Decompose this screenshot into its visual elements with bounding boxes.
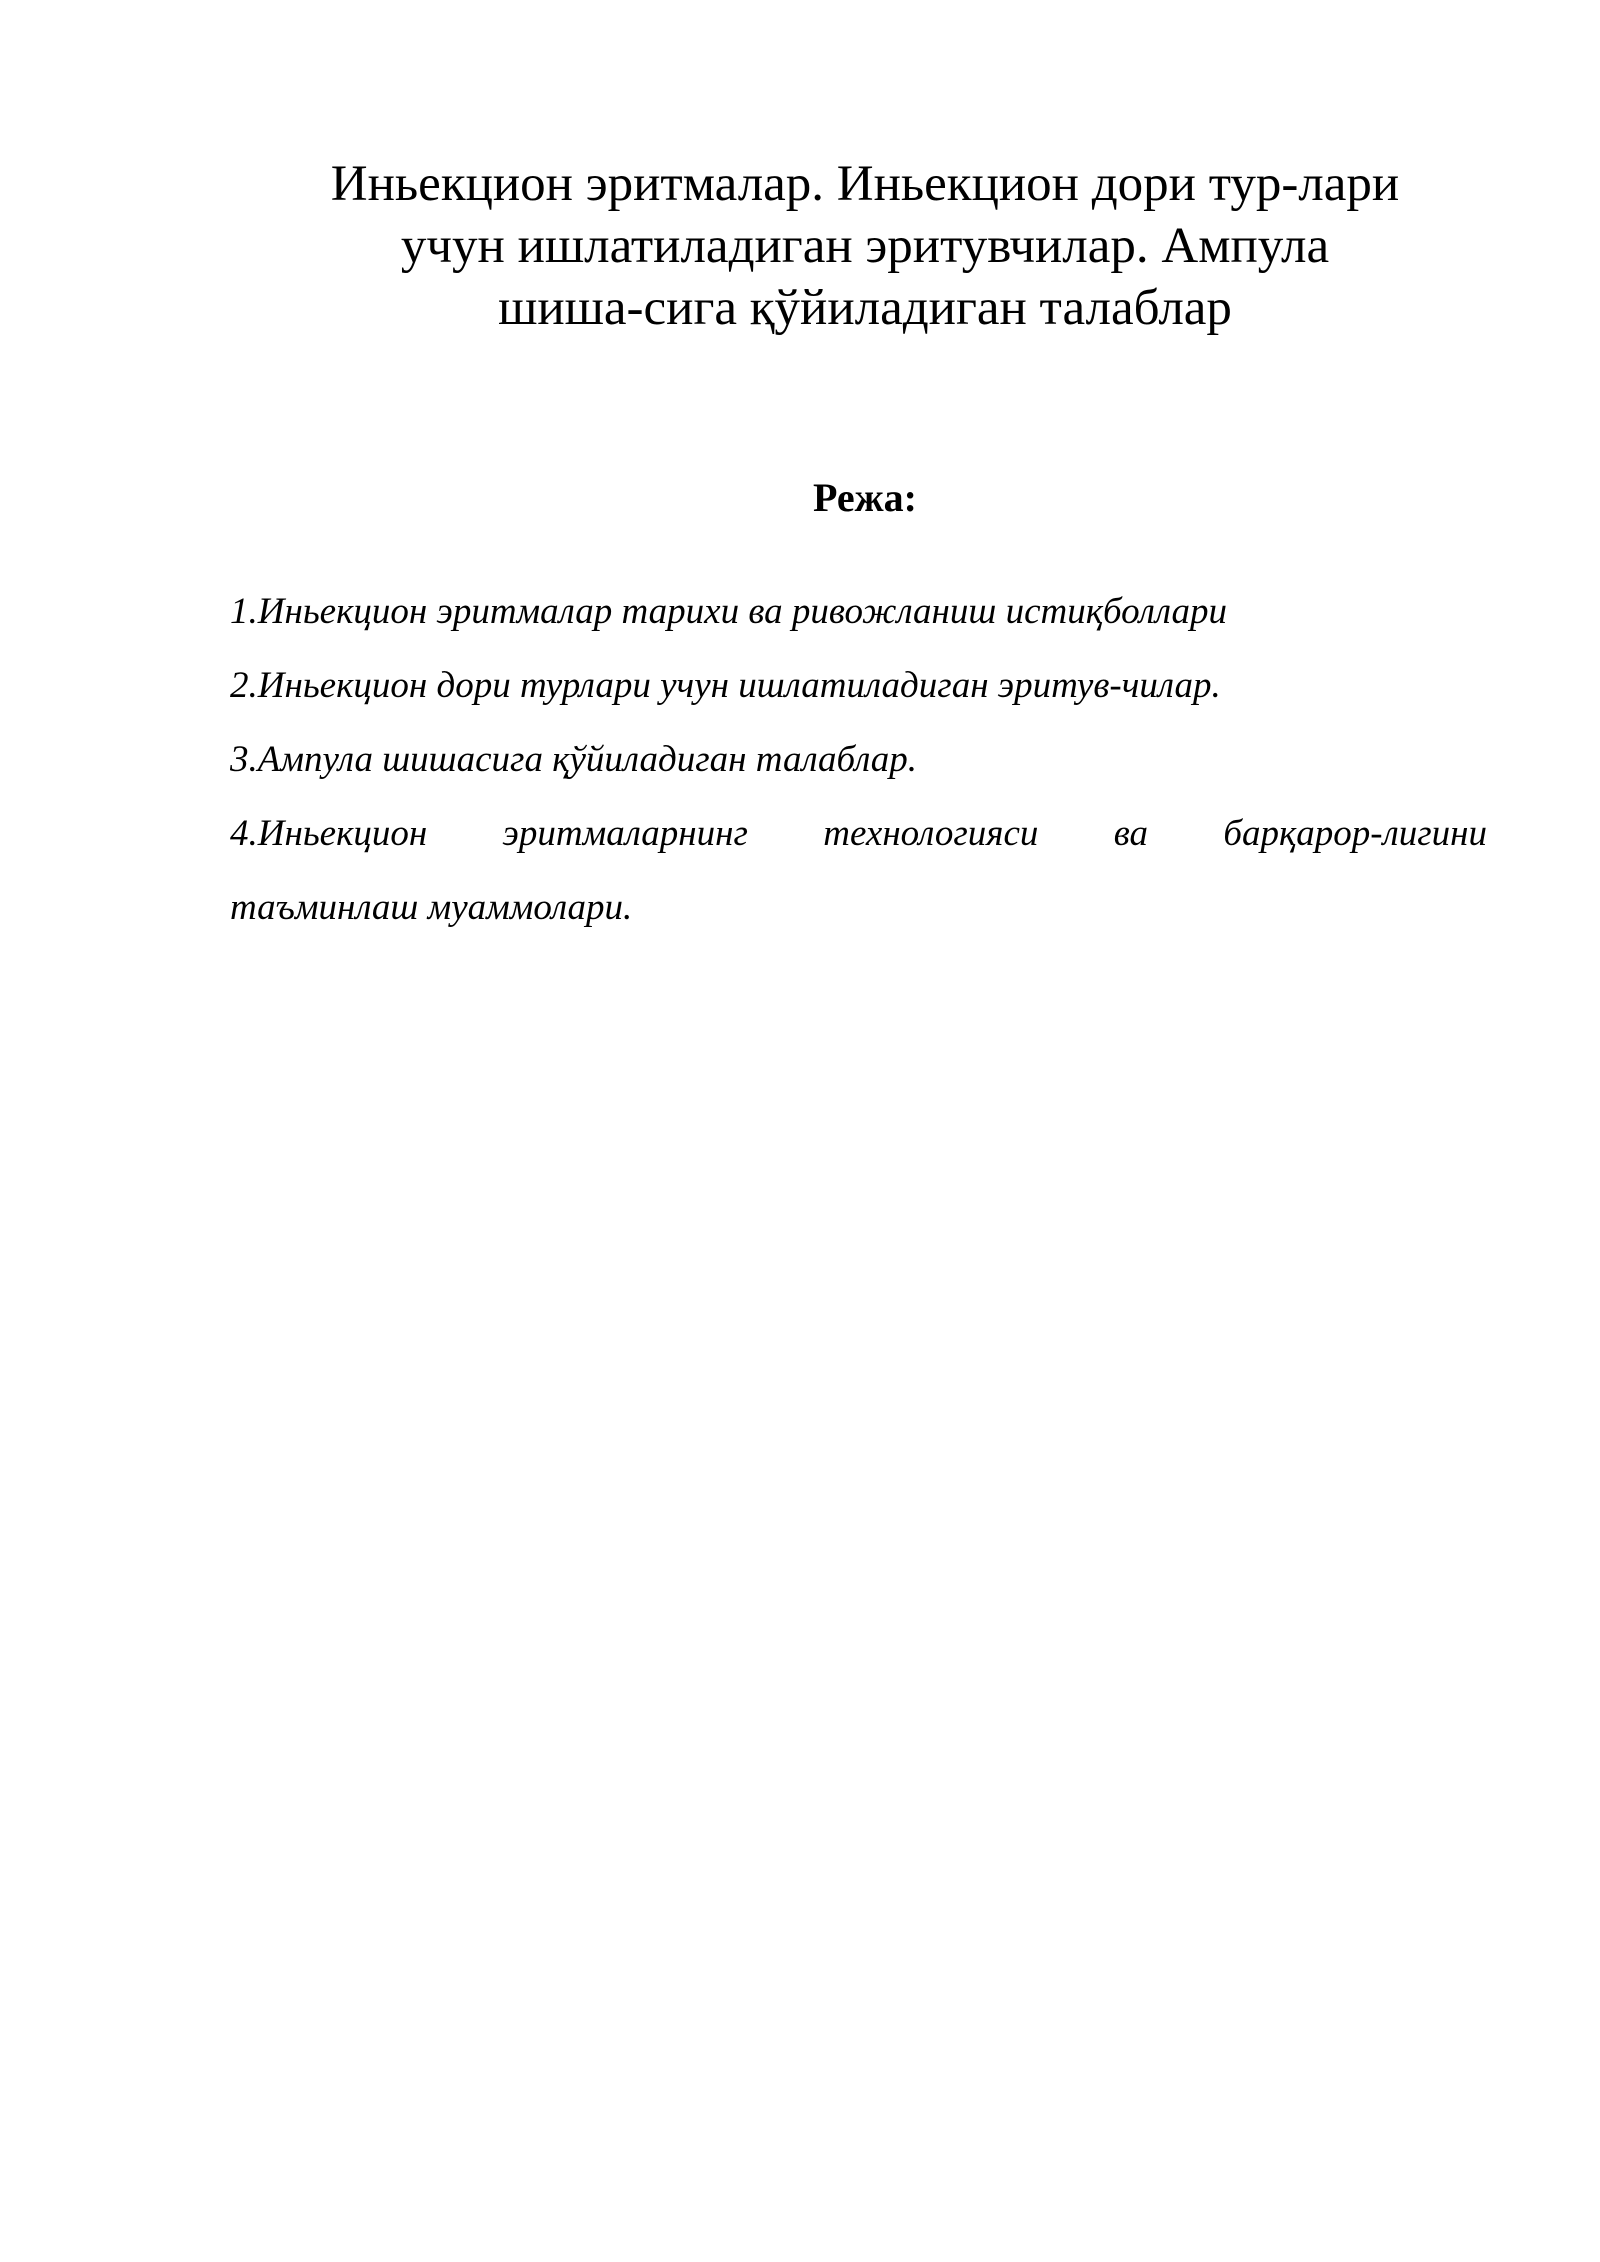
- plan-item-4: [230, 797, 1487, 945]
- plan-item-3: 3.Ампула шишасига қўйиладиган талаблар.: [230, 739, 918, 780]
- plan-heading: Режа:: [813, 475, 917, 520]
- plan-list: [230, 575, 1487, 945]
- plan-item-4-line-2: таъминлаш муаммолари.: [230, 887, 633, 928]
- page-title: [200, 153, 1530, 339]
- title-line-1: Иньекцион эритмалар. Иньекцион дори тур-лари: [330, 156, 1400, 212]
- title-line-2: учун ишлатиладиган эритувчилар. Ампула: [400, 218, 1330, 274]
- plan-item-4-line-1: 4.Иньекцион эритмаларнинг технологияси ва барқарор-лигини: [230, 813, 1487, 854]
- title-line-3: шиша-сига қўйиладиган талаблар: [498, 280, 1232, 336]
- plan-item-2: 2.Иньекцион дори турлари учун ишлатиладиган эритув-чилар.: [230, 665, 1221, 706]
- plan-item-1: 1.Иньекцион эритмалар тарихи ва ривожланиш истиқболлари: [230, 591, 1227, 632]
